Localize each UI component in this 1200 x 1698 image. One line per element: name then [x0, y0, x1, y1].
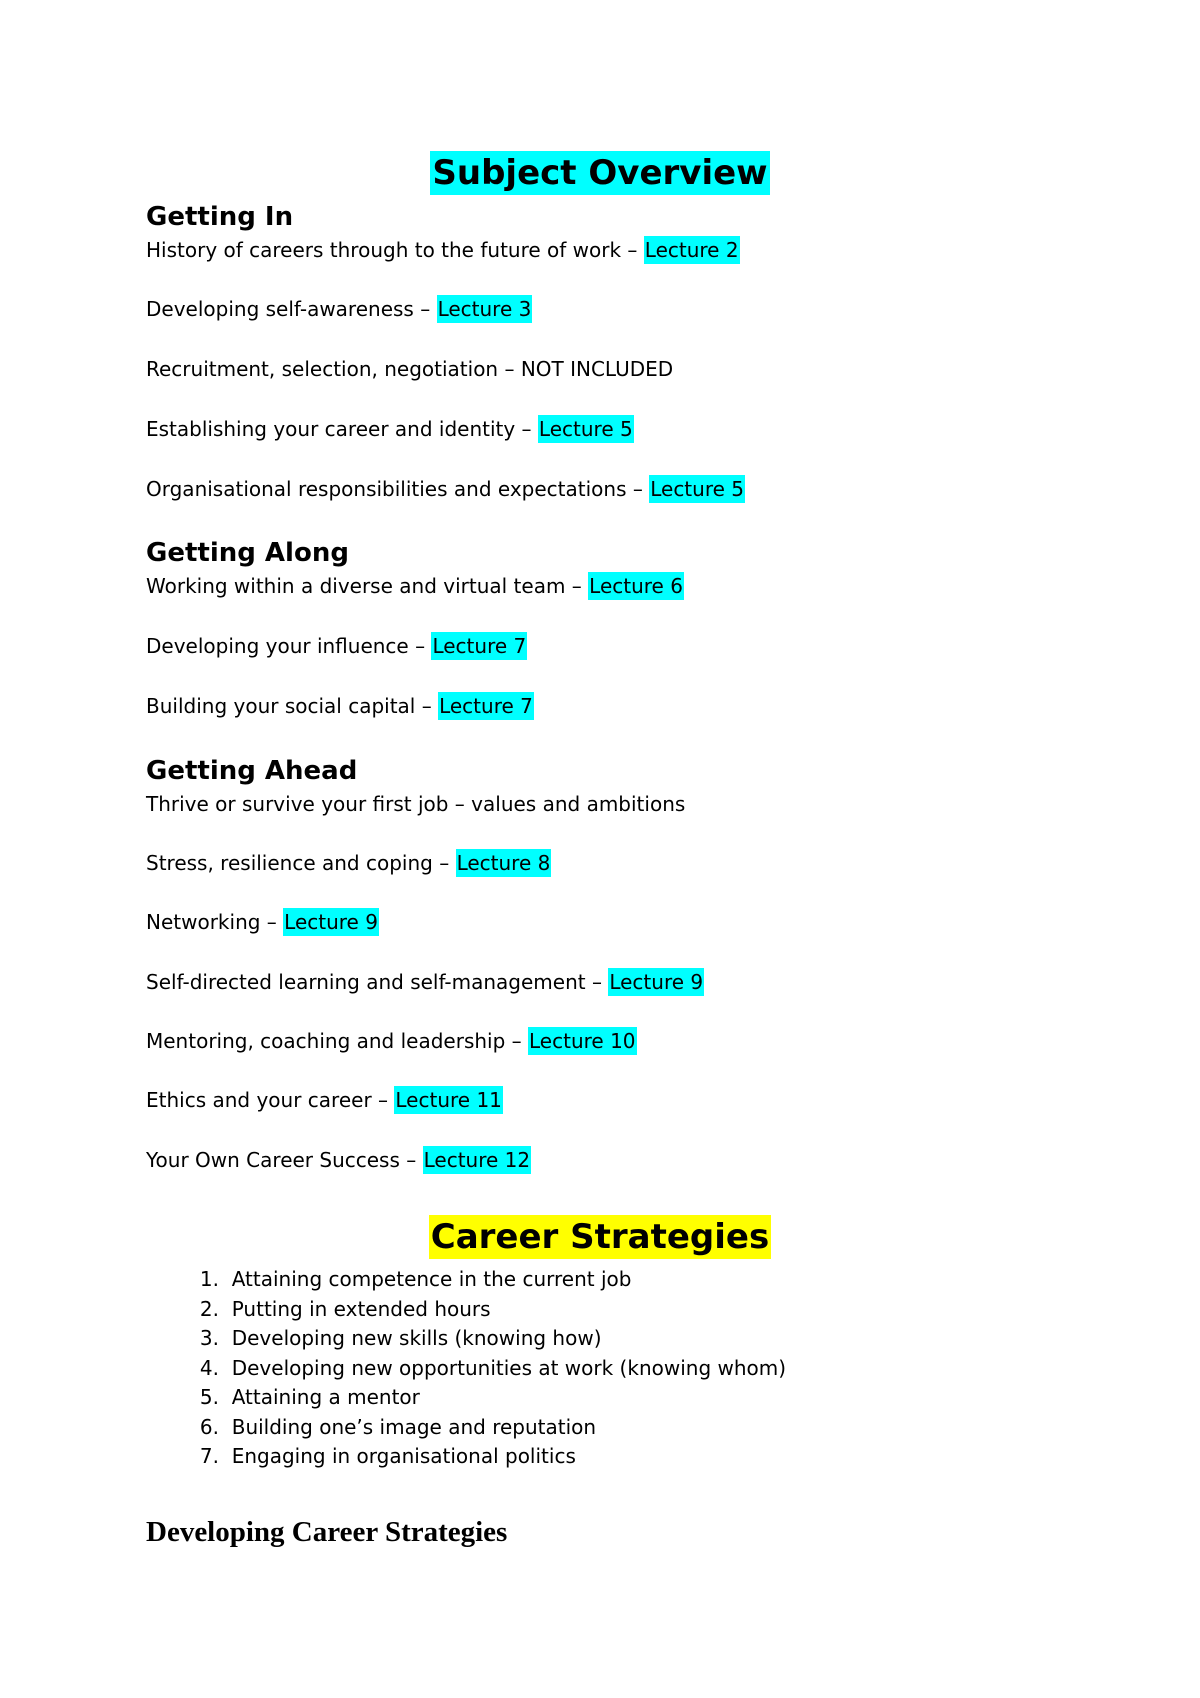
list-number: 7.: [199, 1444, 219, 1468]
topic-separator: –: [448, 792, 472, 816]
topic-separator: –: [505, 1029, 529, 1053]
lecture-reference: Lecture 3: [437, 297, 532, 321]
developing-career-strategies-heading: Developing Career Strategies: [146, 1516, 508, 1548]
topic-text: Developing self-awareness: [146, 297, 414, 321]
lecture-reference: Lecture 9: [609, 970, 704, 994]
list-number: 4.: [199, 1355, 219, 1380]
topic-line: [146, 571, 684, 601]
list-number: 6.: [199, 1414, 219, 1439]
topic-text: Stress, resilience and coping: [146, 851, 433, 875]
lecture-reference: Lecture 11: [395, 1088, 502, 1112]
list-item: [146, 1265, 786, 1295]
topic-line: [146, 691, 534, 721]
topic-text: Establishing your career and identity: [146, 417, 516, 441]
list-item: [146, 1413, 786, 1443]
topic-text: Developing your influence: [146, 634, 409, 658]
topic-text: Building your social capital: [146, 694, 416, 718]
subject-overview-title-text: Subject Overview: [432, 153, 768, 193]
list-number: 3.: [199, 1326, 219, 1350]
lecture-reference: Lecture 9: [284, 910, 378, 934]
section-heading-getting-ahead: Getting Ahead: [146, 756, 358, 786]
topic-note: NOT INCLUDED: [520, 357, 674, 381]
list-item: [146, 1383, 786, 1413]
topic-text: Recruitment, selection, negotiation: [146, 357, 499, 381]
list-text: Developing new opportunities at work (knowing whom): [231, 1355, 787, 1380]
topic-line: [146, 354, 673, 384]
career-strategies-title-text: Career Strategies: [430, 1217, 770, 1257]
list-text: Engaging in organisational politics: [231, 1444, 576, 1468]
list-text: Developing new skills (knowing how): [231, 1326, 602, 1350]
topic-separator: –: [565, 574, 589, 598]
list-number: 5.: [199, 1385, 219, 1409]
lecture-reference: Lecture 10: [529, 1029, 636, 1053]
topic-line: [146, 294, 532, 324]
topic-line: [146, 967, 704, 997]
topic-line: [146, 907, 379, 937]
topic-separator: –: [399, 1148, 423, 1172]
topic-text: Thrive or survive your first job: [146, 792, 449, 816]
topic-separator: –: [432, 851, 456, 875]
topic-line: [146, 1145, 531, 1175]
topic-separator: –: [621, 238, 644, 262]
topic-line: [146, 1026, 637, 1056]
topic-line: [146, 235, 740, 265]
lecture-reference: Lecture 6: [589, 574, 683, 598]
topic-line: [146, 848, 551, 878]
list-number: 1.: [199, 1267, 219, 1291]
list-item: [146, 1442, 786, 1472]
topic-text: Ethics and your career: [146, 1088, 372, 1112]
topic-separator: –: [498, 357, 521, 381]
lecture-reference: Lecture 8: [456, 851, 551, 875]
section-heading-getting-in: Getting In: [146, 202, 294, 232]
topic-line: [146, 474, 745, 504]
topic-separator: –: [585, 970, 609, 994]
list-number: 2.: [199, 1296, 219, 1321]
topic-text: Self-directed learning and self-management: [146, 970, 586, 994]
lecture-reference: Lecture 12: [423, 1148, 531, 1172]
list-item: [146, 1324, 786, 1354]
topic-separator: –: [371, 1088, 395, 1112]
lecture-reference: Lecture 5: [538, 417, 633, 441]
topic-separator: –: [260, 910, 284, 934]
topic-separator: –: [415, 694, 439, 718]
career-strategies-list: [146, 1265, 786, 1472]
lecture-reference: Lecture 7: [432, 634, 527, 658]
topic-text: Working within a diverse and virtual team: [146, 574, 566, 598]
career-strategies-title: [0, 1212, 1200, 1262]
topic-note: values and ambitions: [471, 792, 686, 816]
topic-text: Your Own Career Success: [146, 1148, 400, 1172]
subject-overview-title: [0, 148, 1200, 198]
list-text: Attaining competence in the current job: [231, 1267, 632, 1291]
topic-line: [146, 789, 685, 819]
topic-line: [146, 1085, 503, 1115]
section-heading-getting-along: Getting Along: [146, 538, 349, 568]
lecture-reference: Lecture 5: [650, 477, 744, 501]
topic-text: History of careers through to the future of work: [146, 238, 622, 262]
topic-text: Mentoring, coaching and leadership: [146, 1029, 506, 1053]
topic-text: Organisational responsibilities and expectations: [146, 477, 627, 501]
topic-separator: –: [626, 477, 650, 501]
list-item: [146, 1295, 786, 1325]
topic-line: [146, 631, 527, 661]
topic-line: [146, 414, 634, 444]
list-text: Putting in extended hours: [231, 1296, 491, 1321]
topic-text: Networking: [146, 910, 261, 934]
list-text: Building one’s image and reputation: [231, 1414, 597, 1439]
list-item: [146, 1354, 786, 1384]
list-text: Attaining a mentor: [231, 1385, 420, 1409]
topic-separator: –: [413, 297, 437, 321]
lecture-reference: Lecture 2: [644, 238, 739, 262]
topic-separator: –: [515, 417, 538, 441]
lecture-reference: Lecture 7: [439, 694, 533, 718]
topic-separator: –: [408, 634, 432, 658]
